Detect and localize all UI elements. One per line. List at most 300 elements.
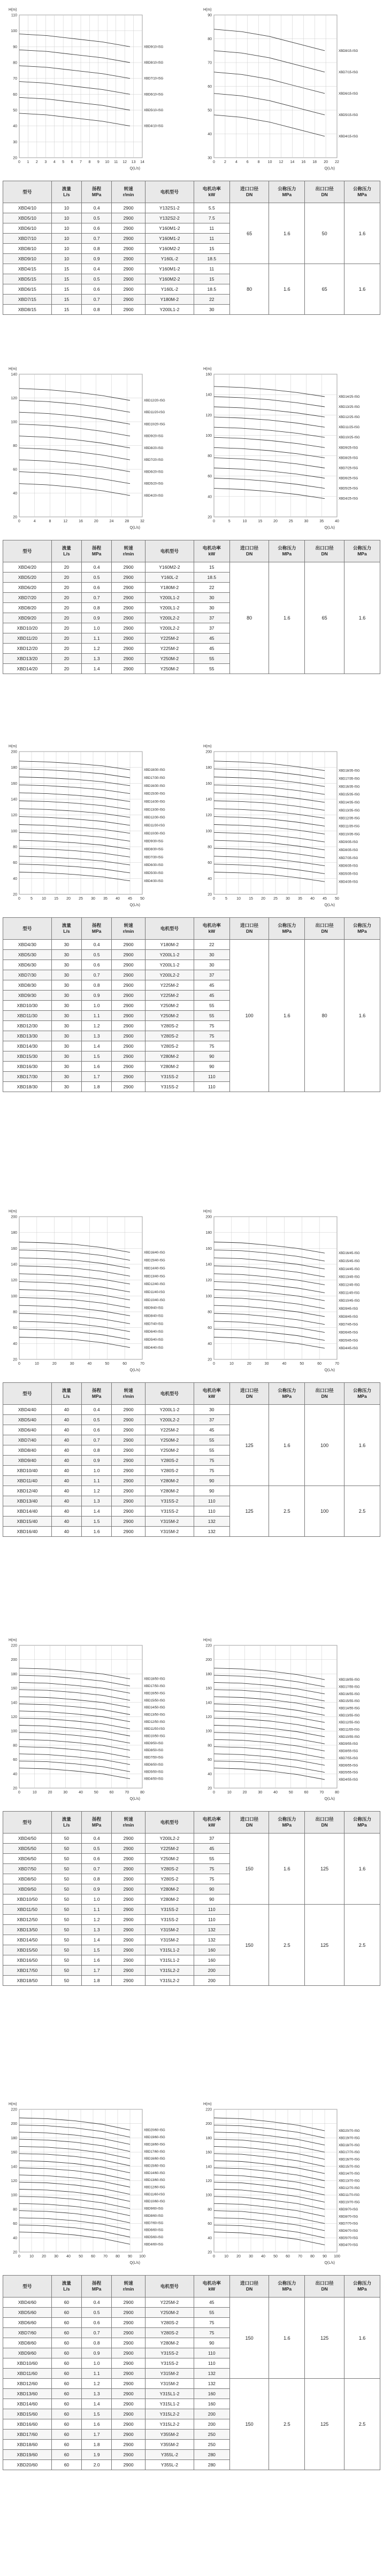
series-label: XBD10/60-ISG xyxy=(144,2200,165,2204)
series-label: XBD7/20-ISG xyxy=(144,459,164,462)
motor-model-cell: Y315S-2 xyxy=(145,1905,194,1915)
motor-power-cell: 30 xyxy=(194,593,229,603)
performance-chart xyxy=(198,1206,380,1374)
speed-cell: 2900 xyxy=(112,593,145,603)
speed-cell: 2900 xyxy=(112,1976,145,1986)
motor-power-cell: 75 xyxy=(194,1041,229,1051)
series-label: XBD10/30-ISG xyxy=(144,832,165,836)
column-header xyxy=(344,540,380,562)
spec-table xyxy=(3,1382,380,1537)
flow-cell: 40 xyxy=(51,1517,81,1527)
pressure-cell: 1.1 xyxy=(82,1905,112,1915)
y-tick-label: 180 xyxy=(11,1231,17,1235)
outlet-pressure-cell: 2.5 xyxy=(344,1486,380,1537)
x-tick-label: 20 xyxy=(261,897,265,901)
pressure-cell: 0.6 xyxy=(82,1854,112,1864)
series-label: XBD17/35-ISG xyxy=(339,777,360,781)
motor-model-cell: Y160M1-2 xyxy=(145,264,194,274)
series-label: XBD14/35-ISG xyxy=(339,801,360,804)
pressure-cell: 0.4 xyxy=(82,2297,112,2308)
x-tick-label: 10 xyxy=(34,1362,39,1366)
series-label: XBD14/70-ISG xyxy=(339,2172,360,2176)
speed-cell: 2900 xyxy=(112,1486,145,1496)
flow-cell: 15 xyxy=(51,274,81,284)
y-tick-label: 20 xyxy=(13,156,17,160)
x-tick-label: 20 xyxy=(94,520,98,523)
motor-model-cell: Y200L2-2 xyxy=(145,1834,194,1844)
column-header-text: 公称压力 xyxy=(353,2280,371,2286)
column-header-text: 转速 xyxy=(124,1388,133,1393)
motor-power-cell: 37 xyxy=(194,623,229,633)
flow-cell: 60 xyxy=(51,2338,81,2348)
pressure-cell: 0.9 xyxy=(82,613,112,623)
y-tick-label: 180 xyxy=(11,2136,17,2140)
series-label: XBD15/60-ISG xyxy=(144,2164,165,2168)
flow-cell: 50 xyxy=(51,1884,81,1894)
flow-cell: 50 xyxy=(51,1864,81,1874)
model-cell: XBD11/40 xyxy=(3,1476,52,1486)
flow-cell: 60 xyxy=(51,2318,81,2328)
x-axis-label: Q(L/s) xyxy=(129,526,140,530)
column-header xyxy=(194,181,229,203)
x-tick-label: 30 xyxy=(258,1791,263,1794)
motor-model-cell: Y200L2-2 xyxy=(145,1415,194,1425)
speed-cell: 2900 xyxy=(112,644,145,654)
series-label: XBD12/30-ISG xyxy=(144,816,165,820)
motor-power-cell: 55 xyxy=(194,2308,229,2318)
motor-power-cell: 11 xyxy=(194,223,229,234)
speed-cell: 2900 xyxy=(112,1072,145,1082)
model-cell: XBD13/20 xyxy=(3,654,52,664)
y-tick-label: 60 xyxy=(208,475,212,479)
x-tick-label: 30 xyxy=(304,520,309,523)
series-label: XBD6/40-ISG xyxy=(144,1330,164,1334)
series-label: XBD11/20-ISG xyxy=(144,411,165,415)
motor-model-cell: Y355M-2 xyxy=(145,2430,194,2440)
table-row xyxy=(3,940,380,950)
outlet-pressure-cell: 2.5 xyxy=(344,1905,380,1986)
series-label: XBD4/20-ISG xyxy=(144,494,164,498)
series-label: XBD7/50-ISG xyxy=(144,1756,164,1760)
chart-panel-right xyxy=(198,363,380,532)
motor-power-cell: 132 xyxy=(194,1517,229,1527)
model-cell: XBD10/40 xyxy=(3,1466,52,1476)
performance-chart xyxy=(198,4,380,173)
flow-cell: 50 xyxy=(51,1874,81,1884)
series-label: XBD4/50-ISG xyxy=(144,1777,164,1781)
x-axis-label: Q(L/s) xyxy=(129,2261,140,2265)
flow-cell: 10 xyxy=(51,213,81,223)
series-label: XBD20/70-ISG xyxy=(339,2130,360,2133)
speed-cell: 2900 xyxy=(112,940,145,950)
speed-cell: 2900 xyxy=(112,1864,145,1874)
motor-power-cell: 45 xyxy=(194,1844,229,1854)
motor-model-cell: Y315L1-2 xyxy=(145,2399,194,2409)
x-tick-label: 4 xyxy=(53,160,56,164)
column-header-text: MPa xyxy=(357,1822,367,1828)
y-tick-label: 20 xyxy=(208,1358,212,1362)
pressure-cell: 1.3 xyxy=(82,2389,112,2399)
x-tick-label: 0 xyxy=(213,520,215,523)
column-header-text: 公称压力 xyxy=(278,1388,296,1393)
pressure-cell: 0.4 xyxy=(82,264,112,274)
column-header-text: 电机功率 xyxy=(202,1388,221,1393)
column-header xyxy=(145,181,194,203)
model-cell: XBD7/15 xyxy=(3,295,52,305)
series-label: XBD4/45-ISG xyxy=(339,1347,358,1351)
inlet-diameter-cell: 150 xyxy=(229,1905,269,1986)
x-tick-label: 0 xyxy=(18,2255,20,2258)
speed-cell: 2900 xyxy=(112,1435,145,1445)
x-tick-label: 50 xyxy=(105,1362,110,1366)
y-tick-label: 70 xyxy=(208,61,212,65)
x-tick-label: 35 xyxy=(103,897,108,901)
flow-cell: 30 xyxy=(51,1011,81,1021)
pressure-cell: 1.5 xyxy=(82,1945,112,1955)
column-header-text: kW xyxy=(208,1394,216,1399)
y-tick-label: 200 xyxy=(11,1658,17,1662)
motor-model-cell: Y315L2-2 xyxy=(145,1976,194,1986)
series-label: XBD9/35-ISG xyxy=(339,841,358,845)
motor-power-cell: 90 xyxy=(194,1476,229,1486)
pressure-cell: 1.1 xyxy=(82,1011,112,1021)
series-label: XBD17/50-ISG xyxy=(144,1685,165,1689)
column-header-text: 扬程 xyxy=(92,1816,102,1822)
motor-model-cell: Y132S1-2 xyxy=(145,203,194,213)
plot-frame xyxy=(214,1217,337,1359)
series-label: XBD15/35-ISG xyxy=(339,793,360,797)
x-tick-label: 10 xyxy=(105,160,110,164)
motor-model-cell: Y180M-2 xyxy=(145,583,194,593)
flow-cell: 10 xyxy=(51,203,81,213)
motor-model-cell: Y315L1-2 xyxy=(145,2389,194,2399)
x-tick-label: 8 xyxy=(88,160,91,164)
y-tick-label: 120 xyxy=(205,1715,212,1719)
column-header xyxy=(145,2276,194,2297)
y-tick-label: 40 xyxy=(208,495,212,499)
model-cell: XBD18/50 xyxy=(3,1976,52,1986)
y-tick-label: 20 xyxy=(13,1358,17,1362)
motor-model-cell: Y225M-2 xyxy=(145,980,194,991)
speed-cell: 2900 xyxy=(112,1041,145,1051)
x-tick-label: 25 xyxy=(273,897,278,901)
motor-model-cell: Y315S-2 xyxy=(145,1496,194,1506)
motor-power-cell: 90 xyxy=(194,2338,229,2348)
series-label: XBD18/50-ISG xyxy=(144,1677,165,1681)
y-tick-label: 180 xyxy=(11,1672,17,1676)
model-cell: XBD12/40 xyxy=(3,1486,52,1496)
model-cell: XBD17/60 xyxy=(3,2430,52,2440)
series-label: XBD6/60-ISG xyxy=(144,2229,164,2232)
column-header-text: 转速 xyxy=(124,2280,133,2286)
pressure-cell: 0.7 xyxy=(82,1864,112,1874)
series-label: XBD8/40-ISG xyxy=(144,1314,164,1318)
speed-cell: 2900 xyxy=(112,2297,145,2308)
flow-cell: 15 xyxy=(51,295,81,305)
x-tick-label: 22 xyxy=(335,160,339,164)
y-tick-label: 160 xyxy=(205,1247,212,1251)
x-tick-label: 40 xyxy=(335,520,339,523)
y-axis-label: H(m) xyxy=(203,367,212,371)
column-header xyxy=(344,1812,380,1834)
pressure-cell: 0.5 xyxy=(82,213,112,223)
model-cell: XBD4/15 xyxy=(3,264,52,274)
column-header xyxy=(194,2276,229,2297)
column-header-text: 电机功率 xyxy=(202,923,221,928)
column-header-text: 流量 xyxy=(62,1816,71,1822)
y-tick-label: 200 xyxy=(205,1215,212,1219)
model-cell: XBD12/20 xyxy=(3,644,52,654)
model-cell: XBD11/30 xyxy=(3,1011,52,1021)
column-header-text: 出口口径 xyxy=(315,1388,334,1393)
x-tick-label: 30 xyxy=(286,897,290,901)
x-tick-label: 60 xyxy=(122,1362,127,1366)
pressure-cell: 0.5 xyxy=(82,1844,112,1854)
chart-panel-left xyxy=(3,2099,185,2267)
motor-power-cell: 90 xyxy=(194,1486,229,1496)
motor-power-cell: 30 xyxy=(194,603,229,613)
x-tick-label: 6 xyxy=(71,160,73,164)
series-label: XBD8/45-ISG xyxy=(339,1315,358,1319)
motor-power-cell: 18.5 xyxy=(194,254,229,264)
outlet-diameter-cell: 125 xyxy=(305,2297,344,2379)
motor-power-cell: 132 xyxy=(194,2379,229,2389)
model-cell: XBD9/50 xyxy=(3,1884,52,1894)
spec-table xyxy=(3,181,380,315)
speed-cell: 2900 xyxy=(112,234,145,244)
x-tick-label: 40 xyxy=(79,1791,83,1794)
motor-model-cell: Y315L2-2 xyxy=(145,1966,194,1976)
column-header xyxy=(305,2276,344,2297)
flow-cell: 30 xyxy=(51,1031,81,1041)
pressure-cell: 1.7 xyxy=(82,2430,112,2440)
column-header-text: 转速 xyxy=(124,186,133,191)
speed-cell: 2900 xyxy=(112,1496,145,1506)
motor-model-cell: Y315L2-2 xyxy=(145,2419,194,2430)
y-tick-label: 100 xyxy=(205,1729,212,1734)
flow-cell: 10 xyxy=(51,234,81,244)
y-tick-label: 180 xyxy=(205,1672,212,1676)
y-tick-label: 140 xyxy=(205,1701,212,1705)
model-cell: XBD4/10 xyxy=(3,203,52,213)
pressure-cell: 0.6 xyxy=(82,223,112,234)
y-tick-label: 40 xyxy=(208,133,212,136)
speed-cell: 2900 xyxy=(112,2409,145,2419)
flow-cell: 30 xyxy=(51,1051,81,1062)
outlet-diameter-cell: 100 xyxy=(305,1405,344,1486)
motor-power-cell: 45 xyxy=(194,991,229,1001)
series-label: XBD4/30-ISG xyxy=(144,879,164,883)
model-cell: XBD8/60 xyxy=(3,2338,52,2348)
performance-chart xyxy=(3,1635,185,1803)
y-tick-label: 20 xyxy=(208,1786,212,1791)
speed-cell: 2900 xyxy=(112,2338,145,2348)
x-tick-label: 12 xyxy=(63,520,68,523)
model-cell: XBD8/15 xyxy=(3,305,52,315)
inlet-diameter-cell: 125 xyxy=(229,1405,269,1486)
flow-cell: 15 xyxy=(51,284,81,295)
flow-cell: 30 xyxy=(51,1001,81,1011)
motor-power-cell: 110 xyxy=(194,1506,229,1517)
pressure-cell: 1.7 xyxy=(82,1072,112,1082)
series-label: XBD12/40-ISG xyxy=(144,1283,165,1287)
series-label: XBD13/60-ISG xyxy=(144,2179,165,2183)
inlet-pressure-cell: 1.6 xyxy=(269,203,305,264)
column-header-text: 电机功率 xyxy=(202,2280,221,2286)
speed-cell: 2900 xyxy=(112,573,145,583)
series-label: XBD13/40-ISG xyxy=(144,1275,165,1279)
y-tick-label: 110 xyxy=(11,13,17,18)
inlet-pressure-cell: 2.5 xyxy=(269,1905,305,1986)
y-tick-label: 60 xyxy=(13,468,17,472)
series-label: XBD8/30-ISG xyxy=(144,848,164,852)
series-label: XBD4/10-ISG xyxy=(144,125,164,128)
column-header-text: DN xyxy=(321,551,328,556)
pressure-cell: 0.4 xyxy=(82,1405,112,1415)
performance-chart xyxy=(198,741,380,909)
column-header xyxy=(194,1383,229,1405)
series-label: XBD6/30-ISG xyxy=(144,864,164,868)
table-row xyxy=(3,1905,380,1915)
motor-model-cell: Y160M1-2 xyxy=(145,234,194,244)
series-label: XBD19/70-ISG xyxy=(339,2137,360,2140)
motor-model-cell: Y315L1-2 xyxy=(145,1955,194,1966)
column-header-text: DN xyxy=(246,1822,253,1828)
model-cell: XBD16/60 xyxy=(3,2419,52,2430)
motor-power-cell: 160 xyxy=(194,2399,229,2409)
speed-cell: 2900 xyxy=(112,633,145,644)
inlet-pressure-cell: 2.5 xyxy=(269,2379,305,2470)
pressure-cell: 0.9 xyxy=(82,1884,112,1894)
series-label: XBD13/25-ISG xyxy=(339,406,360,409)
series-label: XBD13/70-ISG xyxy=(339,2179,360,2183)
series-label: XBD11/70-ISG xyxy=(339,2194,360,2198)
inlet-diameter-cell: 80 xyxy=(229,264,269,315)
model-cell: XBD7/40 xyxy=(3,1435,52,1445)
speed-cell: 2900 xyxy=(112,1854,145,1864)
model-cell: XBD5/15 xyxy=(3,274,52,284)
flow-cell: 30 xyxy=(51,980,81,991)
flow-cell: 60 xyxy=(51,2297,81,2308)
motor-power-cell: 22 xyxy=(194,583,229,593)
column-header-text: kW xyxy=(208,2286,216,2292)
column-header-text: r/min xyxy=(122,551,134,556)
motor-power-cell: 75 xyxy=(194,2328,229,2338)
x-tick-label: 50 xyxy=(300,1362,304,1366)
flow-cell: 60 xyxy=(51,2328,81,2338)
pressure-cell: 1.7 xyxy=(82,1966,112,1976)
motor-power-cell: 37 xyxy=(194,1834,229,1844)
series-label: XBD11/30-ISG xyxy=(144,824,165,827)
inlet-pressure-cell: 1.6 xyxy=(269,1834,305,1905)
motor-model-cell: Y225M-2 xyxy=(145,2297,194,2308)
series-label: XBD6/15-ISG xyxy=(339,92,358,96)
model-cell: XBD9/20 xyxy=(3,613,52,623)
series-label: XBD12/45-ISG xyxy=(339,1283,360,1287)
model-cell: XBD14/20 xyxy=(3,664,52,674)
pressure-cell: 1.6 xyxy=(82,1062,112,1072)
y-axis-label: H(m) xyxy=(9,8,17,12)
y-tick-label: 120 xyxy=(11,1715,17,1719)
speed-cell: 2900 xyxy=(112,1874,145,1884)
pressure-cell: 1.3 xyxy=(82,1031,112,1041)
motor-power-cell: 90 xyxy=(194,1062,229,1072)
pressure-cell: 0.8 xyxy=(82,244,112,254)
x-tick-label: 6 xyxy=(246,160,249,164)
motor-power-cell: 250 xyxy=(194,2440,229,2450)
speed-cell: 2900 xyxy=(112,1456,145,1466)
model-cell: XBD8/20 xyxy=(3,603,52,613)
motor-model-cell: Y250M-2 xyxy=(145,1011,194,1021)
series-label: XBD16/45-ISG xyxy=(339,1252,360,1256)
pressure-cell: 0.9 xyxy=(82,2348,112,2358)
motor-model-cell: Y280S-2 xyxy=(145,1466,194,1476)
x-tick-label: 16 xyxy=(301,160,306,164)
chart-panel-right xyxy=(198,1635,380,1803)
y-tick-label: 140 xyxy=(205,1263,212,1267)
motor-power-cell: 110 xyxy=(194,2358,229,2369)
motor-model-cell: Y160M1-2 xyxy=(145,223,194,234)
y-tick-label: 80 xyxy=(13,1310,17,1314)
motor-model-cell: Y250M-2 xyxy=(145,1001,194,1011)
x-tick-label: 30 xyxy=(54,2255,58,2258)
column-header-text: MPa xyxy=(91,929,102,934)
series-label: XBD5/10-ISG xyxy=(144,109,164,112)
column-header-text: L/s xyxy=(63,551,70,556)
y-axis-label: H(m) xyxy=(203,8,212,12)
y-tick-label: 100 xyxy=(11,1729,17,1734)
x-tick-label: 20 xyxy=(48,1791,52,1794)
x-tick-label: 40 xyxy=(261,2255,265,2258)
column-header-text: MPa xyxy=(357,551,367,556)
motor-model-cell: Y280M-2 xyxy=(145,1884,194,1894)
series-label: XBD14/30-ISG xyxy=(144,800,165,804)
motor-model-cell: Y280M-2 xyxy=(145,1894,194,1905)
x-tick-label: 14 xyxy=(290,160,295,164)
model-cell: XBD10/50 xyxy=(3,1894,52,1905)
pressure-cell: 0.8 xyxy=(82,980,112,991)
x-tick-label: 10 xyxy=(29,2255,34,2258)
flow-cell: 60 xyxy=(51,2450,81,2460)
flow-cell: 30 xyxy=(51,1062,81,1072)
x-tick-label: 30 xyxy=(264,1362,269,1366)
series-label: XBD14/50-ISG xyxy=(144,1706,165,1710)
speed-cell: 2900 xyxy=(112,2328,145,2338)
model-cell: XBD5/40 xyxy=(3,1415,52,1425)
x-tick-label: 14 xyxy=(140,160,144,164)
column-header xyxy=(229,181,269,203)
speed-cell: 2900 xyxy=(112,980,145,991)
motor-model-cell: Y315M-2 xyxy=(145,2369,194,2379)
motor-model-cell: Y250M-2 xyxy=(145,654,194,664)
column-header xyxy=(269,2276,305,2297)
column-header-text: 公称压力 xyxy=(353,1388,371,1393)
motor-model-cell: Y160L-2 xyxy=(145,573,194,583)
column-header xyxy=(344,1383,380,1405)
flow-cell: 30 xyxy=(51,1041,81,1051)
series-label: XBD17/60-ISG xyxy=(144,2150,165,2154)
y-tick-label: 120 xyxy=(205,814,212,818)
motor-power-cell: 11 xyxy=(194,234,229,244)
series-label: XBD12/20-ISG xyxy=(144,399,165,403)
column-header-text: 型号 xyxy=(22,548,32,554)
pressure-cell: 1.8 xyxy=(82,1976,112,1986)
column-header xyxy=(344,918,380,940)
flow-cell: 60 xyxy=(51,2440,81,2450)
x-tick-label: 7 xyxy=(80,160,82,164)
y-tick-label: 60 xyxy=(13,1758,17,1762)
column-header-text: DN xyxy=(246,192,253,197)
